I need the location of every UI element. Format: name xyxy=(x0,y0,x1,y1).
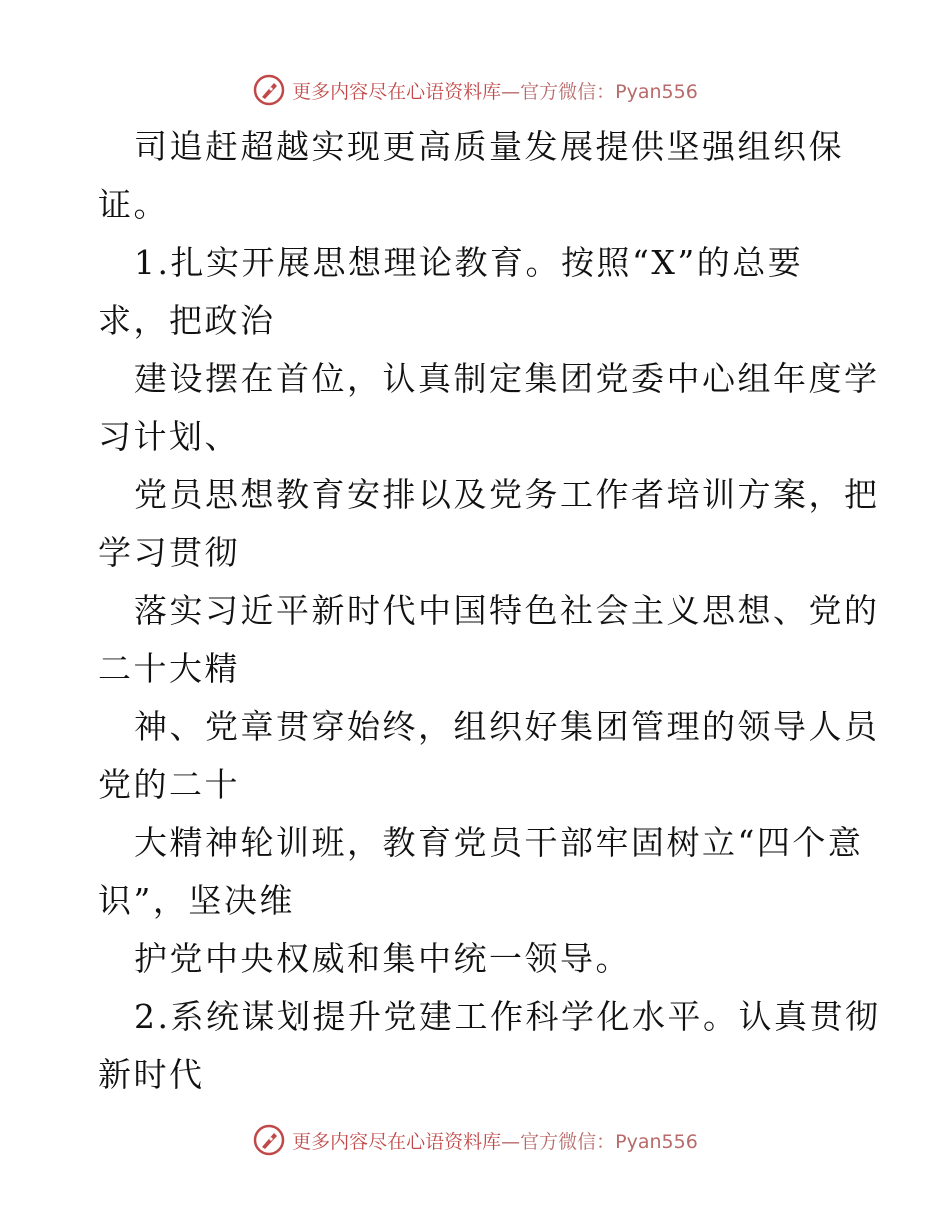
text-line: 新时代 xyxy=(98,1055,205,1094)
text-line: 学习贯彻 xyxy=(98,533,240,572)
pen-nib-circle-icon xyxy=(252,1123,286,1157)
page-header-watermark xyxy=(0,72,950,108)
footer-contact-text: —官方微信：Pyan556 xyxy=(501,1130,698,1153)
text-line: 落实习近平新时代中国特色社会主义思想、党的 xyxy=(134,591,880,630)
page-footer-watermark xyxy=(0,1122,950,1158)
text-line: 1.扎实开展思想理论教育。按照“X”的总要 xyxy=(134,243,804,282)
header-contact-text: —官方微信：Pyan556 xyxy=(501,80,698,103)
text-line: 大精神轮训班，教育党员干部牢固树立“四个意 xyxy=(134,823,864,862)
text-line: 求，把政治 xyxy=(98,301,276,340)
text-line: 护党中央权威和集中统一领导。 xyxy=(134,939,631,978)
body-text xyxy=(98,118,881,1104)
text-line: 神、党章贯穿始终，组织好集团管理的领导人员 xyxy=(134,707,880,746)
text-line: 党的二十 xyxy=(98,765,240,804)
text-line: 司追赶超越实现更高质量发展提供坚强组织保 xyxy=(134,127,844,166)
text-line: 二十大精 xyxy=(98,649,240,688)
header-brand-text: 更多内容尽在心语资料库 xyxy=(292,80,502,103)
text-line: 证。 xyxy=(98,185,169,224)
text-line: 建设摆在首位，认真制定集团党委中心组年度学 xyxy=(134,359,880,398)
footer-brand-text: 更多内容尽在心语资料库 xyxy=(292,1130,502,1153)
text-line: 习计划、 xyxy=(98,417,240,456)
pen-nib-circle-icon xyxy=(252,73,286,107)
text-line: 识”，坚决维 xyxy=(98,881,295,920)
text-line: 党员思想教育安排以及党务工作者培训方案，把 xyxy=(134,475,880,514)
text-line: 2.系统谋划提升党建工作科学化水平。认真贯彻 xyxy=(134,997,881,1036)
